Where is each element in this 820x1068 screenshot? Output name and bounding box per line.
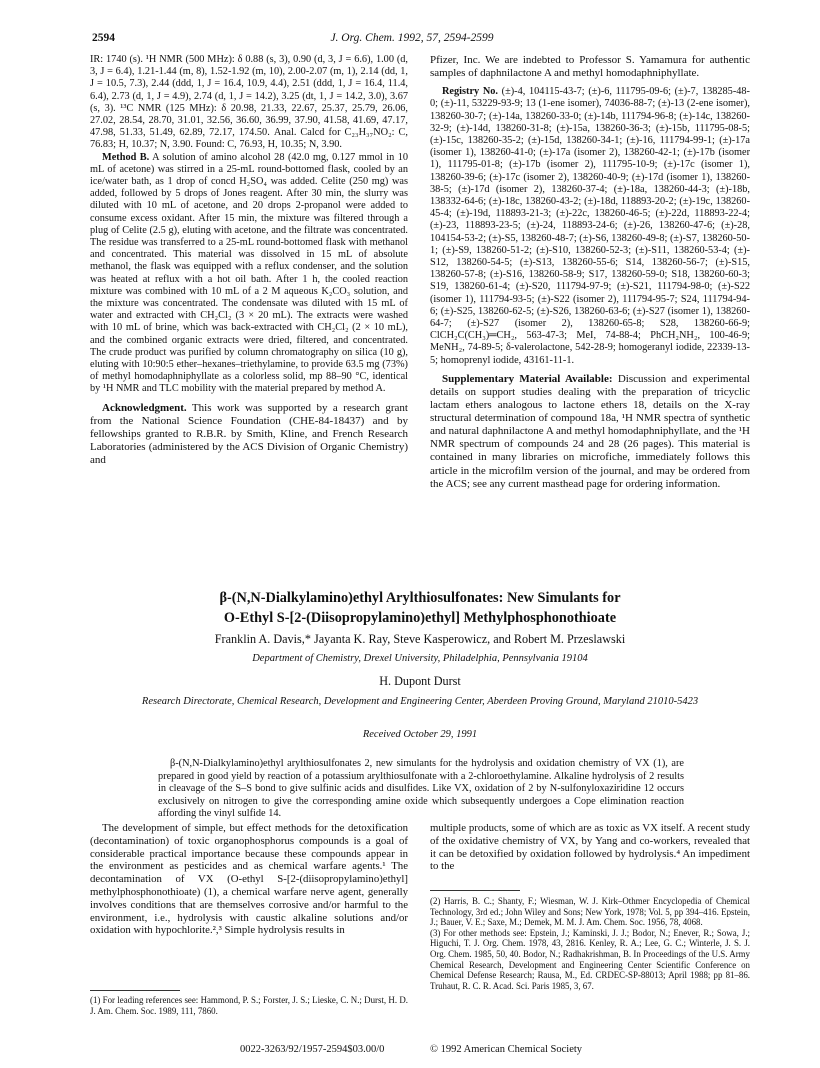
article-title: [90, 588, 750, 628]
footnote-3: (3) For other methods see: Epstein, J.; Kaminski, J. J.; Bodor, N.; Enever, R.; Sowa, J.; Higuchi, T. J. Org. Chem. 1978, 43, 2816. Kenley, R. A.; Lee, G. C.; Winterle, J. S. J. Org. Chem. 1985, 50, 40. Bodor, N.; Radhakrishman, B. In Proceedings of the U.S. Army Chemical Research, Development and Engineering Center Scientific Conference on Chemical Defense Research; Rausa, M., Ed. CRDEC-SP-88013; April 1988; pp 81–86. Truhaut, R. C. R. Acad. Sci. Paris 1985, 3, 67.: [430, 927, 750, 991]
affiliation-aberdeen: Research Directorate, Chemical Research, Development and Engineering Center, Aberdeen Proving Ground, Maryland 21010-5423: [141, 696, 699, 707]
previous-article-column-right: [430, 54, 750, 567]
method-b-label: Method B.: [102, 151, 150, 163]
journal-citation: J. Org. Chem. 1992, 57, 2594-2599: [330, 32, 494, 44]
acknowledgment-paragraph: [90, 402, 408, 467]
running-header: [92, 32, 732, 48]
previous-article-column-left: [90, 54, 408, 567]
received-date: Received October 29, 1991: [362, 729, 478, 740]
supplementary-text: Discussion and experimental details on support studies dealing with the preparation of tricyclic lactam ethers analogous to lactone ethers 18, details on the X-ray structural determination of compound 18a, ¹H NMR spectra of synthetic and natural daphnilactone A and methyl homodaphniphyllate, and the ¹H NMR spectrum of compounds 24 and 28 (26 pages). This material is contained in many libraries on microfiche, immediately follows this article in the microfilm version of the journal, and may be ordered from the ACS; see any current masthead page for ordering information.: [430, 372, 750, 490]
title-line-1: β-(N,N-Dialkylamino)ethyl Arylthiosulfonates: New Simulants for: [219, 590, 621, 606]
body-text-left: The development of simple, but effect methods for the detoxification (decontamination) of toxic organophosphorus compounds is a goal of considerable practical importance because these compounds appear in the environment as pesticides and as chemical warfare agents.¹ The decontamination of VX (O-ethyl S-[2-(diisopropylamino)ethyl] methylphosphonothioate) (1), a chemical warfare nerve agent, generally involves conditions that are themselves corrosive and/or harmful to the environment, i.e., hydrolysis with caustic alkaline solutions and/or oxidation with hypochlorite.²,³ Simple hydrolysis results in: [90, 822, 408, 937]
acknowledgment-continued: Pfizer, Inc. We are indebted to Professor S. Yamamura for authentic samples of daphnilactone A and methyl homodaphniphyllate.: [430, 54, 750, 80]
footnote-rule-left: [90, 990, 180, 991]
supplementary-label: Supplementary Material Available:: [442, 372, 613, 385]
author-durst: H. Dupont Durst: [379, 674, 461, 688]
supplementary-paragraph: [430, 373, 750, 491]
acknowledgment-text: This work was supported by a research grant from the National Science Foundation (CHE-84-18437) and by fellowships granted to R.B.R. by Smith, Kline, and French Research Laboratories (administered by the ACS Division of Organic Chemistry) and: [90, 401, 408, 467]
method-b-text: A solution of amino alcohol 28 (42.0 mg, 0.127 mmol in 10 mL of acetone) was stirred in a 25-mL round-bottomed flask, cooled by an ice/water bath, as 1 drop of concd H₂SO₄ was added. Celite (250 mg) was added, followed by 5 drops of Jones reagent. After 30 min, the slurry was diluted with 10 mL of acetone, and 20 drops 2-propanol were added to consume excess oxidant. After 15 min, the mixture was filtered through a plug of Celite (2.5 g), eluting with acetone, and the filtrate was concentrated. The residue was transferred to a 25-mL round-bottomed flask with methanol and concentrated. This material was dissolved in 15 mL of absolute methanol, the flask was equipped with a reflux condenser, and the solution was heated at reflux with a hot oil bath. After 1 h, the cooled reaction mixture was combined with 10 mL of a 2 M aqueous K₂CO₃ solution, and the mixture was concentrated. The condensate was diluted with 15 mL of water and extracted with CH₂Cl₂ (3 × 20 mL). The extracts were washed with 10 mL of brine, which was back-extracted with CH₂Cl₂ (2 × 10 mL), and the combined organic extracts were dried, filtered, and concentrated. The crude product was purified by column chromatography on silica (10 g), eluting with 10:90:5 ether–hexanes–triethylamine, to provide 63.5 mg (73%) of methyl homodaphniphyllate as a colorless solid, mp 88–90 °C, identical by ¹H NMR and TLC mobility with the material prepared by method A.: [90, 151, 408, 395]
abstract: β-(N,N-Dialkylamino)ethyl arylthiosulfonates 2, new simulants for the hydrolysis and oxidation chemistry of VX (1), are prepared in good yield by reaction of a potassium arylthiosulfonate with a 2-chloroethylamine. Alkaline hydrolysis of 2 results in cleavage of the S–S bond to give sulfinic acids and disulfides. Like VX, oxidation of 2 by N-sulfonyloxaziridine 12 occurs exclusively on nitrogen to give the corresponding amine oxide which subsequently undergoes a Cope elimination reaction affording the vinyl sulfide 14.: [158, 758, 684, 819]
acknowledgment-label: Acknowledgment.: [102, 401, 187, 414]
footnotes-right: [430, 896, 750, 991]
footnote-rule-right: [430, 890, 520, 891]
spectral-data: IR: 1740 (s). ¹H NMR (500 MHz): δ 0.88 (s, 3), 0.90 (d, 3, J = 6.6), 1.00 (d, 3, J = 6.4), 1.21-1.44 (m, 8), 1.52-1.92 (m, 10), 2.00-2.07 (m, 1), 2.14 (dd, 1, J = 10.5, 7.3), 2.44 (ddd, 1, J = 16.4, 10.9, 4.4), 2.51 (ddd, 1, J = 16.4, 11.4, 6.4), 2.73 (d, 1, J = 4.9), 2.74 (d, 1, J = 14.2), 3.25 (dt, 1, J = 14.2, 3.0), 3.67 (s, 3). ¹³C NMR (125 MHz): δ 20.98, 21.33, 22.67, 25.37, 25.79, 26.06, 27.02, 28.54, 28.70, 31.01, 32.56, 36.60, 36.99, 37.90, 41.58, 41.69, 47.17, 47.98, 51.33, 51.49, 62.89, 72.17, 174.50. Anal. Calcd for C₂₃H₃₇NO₂: C, 76.83; H, 10.37; N, 3.90. Found: C, 76.93, H, 10.35; N, 3.90.: [90, 54, 408, 151]
registry-text: (±)-4, 104115-43-7; (±)-6, 111795-09-6; (±)-7, 138285-48-0; (±)-11, 53229-93-9; 13 (1-ene isomer), 74036-88-7; (±)-13 (2-ene isomer), 138260-30-7; (±)-14a, 138260-33-0; (±)-14b, 111794-96-8; (±)-14c, 138260-32-9; (±)-14d, 138260-31-8; (±)-15a, 138260-36-3; (±)-15b, 111795-08-5; (±)-15c, 138260-35-2; (±)-15d, 138260-34-1; (±)-16, 111794-99-1; (±)-17a (isomer 1), 138260-41-0; (±)-17a (isomer 2), 138260-42-1; (±)-17b (isomer 1), 111795-01-8; (±)-17b (isomer 2), 111795-10-9; (±)-17c (isomer 1), 138260-39-6; (±)-17c (isomer 2), 138260-40-9; (±)-17d (isomer 1), 138260-38-5; (±)-17d (isomer 2), 138260-37-4; (±)-18a, 138260-44-3; (±)-18b, 138332-64-6; (±)-18c, 138260-43-2; (±)-18d, 118893-20-2; (±)-19c, 138260-45-4; (±)-19d, 118893-21-3; (±)-22c, 138260-46-5; (±)-22d, 118893-22-4; (±)-23, 118893-23-5; (±)-24, 118893-24-6; (±)-26, 138260-47-6; (±)-28, 104154-53-2; (±)-S5, 138260-48-7; (±)-S6, 138260-49-8; (±)-S7, 138260-50-1; (±)-S9, 138260-51-2; (±)-S10, 138260-52-3; (±)-S11, 138260-53-4; (±)-S12, 138260-54-5; (±)-S13, 138260-55-6; S14, 138260-56-7; (±)-S15, 138260-57-8; (±)-S16, 138260-58-9; S17, 138260-59-0; S18, 138260-60-3; S19, 138260-61-4; (±)-S20, 111794-97-9; (±)-S21, 111794-98-0; (±)-S22 (isomer 1), 111794-93-5; (±)-S22 (isomer 2), 111794-95-7; S24, 111794-94-6; (±)-S25, 138260-62-5; (±)-S26, 138260-63-6; (±)-S27 (isomer 1), 138260-64-7; (±)-S27 (isomer 2), 138260-65-8; S28, 138260-66-9; ClCH₂C(CH₃)═CH₂, 563-47-3; MeI, 74-88-4; PhCH₂NH₂, 100-46-9; MeNH₂, 74-89-5; δ-valerolactone, 542-28-9; homogeranyl iodide, 22339-13-5; homoprenyl iodide, 43161-11-1.: [430, 86, 750, 366]
page-number: 2594: [92, 32, 115, 44]
method-b-paragraph: [90, 152, 408, 396]
footnote-1: (1) For leading references see: Hammond, P. S.; Forster, J. S.; Lieske, C. N.; Durst, H. D. J. Am. Chem. Soc. 1989, 111, 7860.: [90, 995, 408, 1016]
title-line-2: O-Ethyl S-[2-(Diisopropylamino)ethyl] Methylphosphonothioate: [223, 610, 617, 626]
registry-label: Registry No.: [442, 86, 498, 98]
affiliation-drexel: Department of Chemistry, Drexel University, Philadelphia, Pennsylvania 19104: [252, 653, 588, 664]
author-list: Franklin A. Davis,* Jayanta K. Ray, Steve Kasperowicz, and Robert M. Przeslawski: [214, 632, 626, 646]
copyright: © 1992 American Chemical Society: [430, 1044, 583, 1055]
footnote-2: (2) Harris, B. C.; Shanty, F.; Wiesman, W. J. Kirk–Othmer Encyclopedia of Chemical Technology, 3rd ed.; John Wiley and Sons; New York, 1978; Vol. 5, pp 394–416. Epstein, J.; Bauer, V. E.; Saxe, M.; Demek, M. M. J. Am. Chem. Soc. 1956, 78, 4068.: [430, 896, 750, 928]
body-text-right: multiple products, some of which are as toxic as VX itself. A recent study of the oxidative chemistry of VX, by Yang and co-workers, revealed that it can be detoxified by oxidation followed by hydrolysis.⁴ An impediment to the: [430, 822, 750, 873]
registry-paragraph: [430, 86, 750, 367]
issn-code: 0022-3263/92/1957-2594$03.00/0: [240, 1044, 385, 1055]
